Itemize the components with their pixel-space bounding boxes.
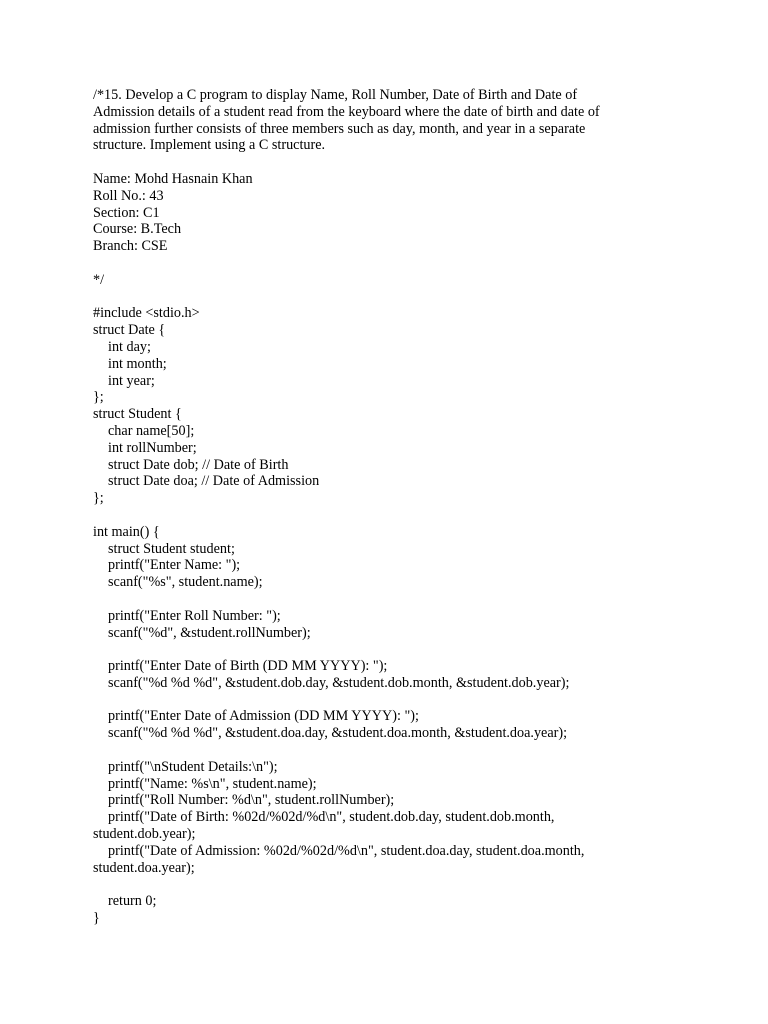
code-line: scanf("%d %d %d", &student.dob.day, &student.dob.month, &student.dob.year); <box>108 674 570 691</box>
header-comment <box>93 87 693 154</box>
blank-line <box>93 507 693 524</box>
student-struct <box>93 406 693 507</box>
code-line: printf("Date of Admission: %02d/%02d/%d\n", student.doa.day, student.doa.month, <box>108 842 585 859</box>
code-listing <box>93 87 693 927</box>
code-line: scanf("%d %d %d", &student.doa.day, &student.doa.month, &student.doa.year); <box>108 725 568 742</box>
code-line: printf("Enter Date of Birth (DD MM YYYY): "); <box>108 658 388 675</box>
comment-line: admission further consists of three members such as day, month, and year in a separate <box>93 120 586 137</box>
blank-line <box>93 876 693 893</box>
comment-end: */ <box>93 271 105 288</box>
code-line: printf("Enter Name: "); <box>108 557 241 574</box>
struct-field: int month; <box>108 355 167 372</box>
return-statement: return 0; <box>108 893 157 910</box>
blank-line <box>93 742 693 759</box>
code-line-continuation: student.dob.year); <box>93 826 196 843</box>
code-line: printf("\nStudent Details:\n"); <box>108 758 278 775</box>
blank-line <box>93 591 693 608</box>
main-function <box>93 524 693 927</box>
struct-close: }; <box>93 389 104 406</box>
code-line: printf("Date of Birth: %02d/%02d/%d\n", student.dob.day, student.dob.month, <box>108 809 555 826</box>
comment-line: Admission details of a student read from the keyboard where the date of birth and date of <box>93 103 600 120</box>
author-course: Course: B.Tech <box>93 221 182 238</box>
code-line: scanf("%d", &student.rollNumber); <box>108 624 311 641</box>
author-roll: Roll No.: 43 <box>93 187 164 204</box>
struct-close: }; <box>93 490 104 507</box>
main-close: } <box>93 910 100 927</box>
code-line: printf("Enter Roll Number: "); <box>108 607 281 624</box>
author-branch: Branch: CSE <box>93 238 168 255</box>
blank-line <box>93 692 693 709</box>
author-info <box>93 171 693 255</box>
comment-line: structure. Implement using a C structure. <box>93 137 326 154</box>
author-name: Name: Mohd Hasnain Khan <box>93 170 253 187</box>
code-line-continuation: student.doa.year); <box>93 859 195 876</box>
struct-open: struct Student { <box>93 406 182 423</box>
main-open: int main() { <box>93 523 160 540</box>
struct-field: struct Date doa; // Date of Admission <box>108 473 320 490</box>
blank-line <box>93 154 693 171</box>
blank-line <box>93 289 693 306</box>
code-line: printf("Enter Date of Admission (DD MM YYYY): "); <box>108 708 419 725</box>
date-struct <box>93 322 693 406</box>
code-line: printf("Name: %s\n", student.name); <box>108 775 317 792</box>
struct-field: int rollNumber; <box>108 439 197 456</box>
include-directive: #include <stdio.h> <box>93 305 200 322</box>
code-line: printf("Roll Number: %d\n", student.rollNumber); <box>108 792 395 809</box>
author-section: Section: C1 <box>93 204 160 221</box>
code-line: scanf("%s", student.name); <box>108 574 263 591</box>
code-line: struct Student student; <box>108 540 235 557</box>
struct-field: char name[50]; <box>108 422 195 439</box>
struct-field: int year; <box>108 372 155 389</box>
comment-line: /*15. Develop a C program to display Name, Roll Number, Date of Birth and Date of <box>93 87 578 103</box>
struct-field: int day; <box>108 338 151 355</box>
blank-line <box>93 255 693 272</box>
struct-field: struct Date dob; // Date of Birth <box>108 456 289 473</box>
blank-line <box>93 641 693 658</box>
struct-open: struct Date { <box>93 322 166 339</box>
